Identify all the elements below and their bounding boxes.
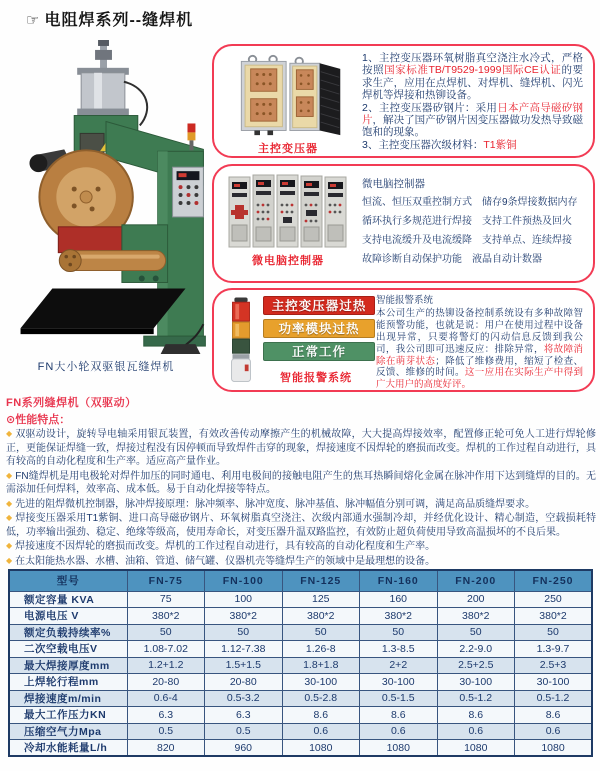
feature-text: 焊接变压器采用T1紫铜、进口高导磁矽钢片、环氧树脂真空浇注、次级内部通水强制冷却，并经优化设计、精心制造，空载损耗特低，功率输出强劲、稳定、绝缘等级高，使用寿命长，对变压器升温双路监控，有效防止超负荷使用导致高温损坏的不良后果。: [6, 513, 597, 538]
bullet-diamond-icon: ◆: [6, 513, 13, 522]
spec-cell: 1080: [360, 740, 438, 757]
transformer-text: [362, 46, 593, 156]
spec-cell: 0.5-2.8: [282, 690, 360, 707]
feature-text: FN缝焊机是用电极轮对焊件加压的同时通电、利用电极间的接触电阻产生的焦耳热瞬间熔化金属在脉冲作用下达到缝焊的目的。无需添加任何焊料，效率高、成本低。易于自动化焊接等特点。: [6, 470, 596, 495]
machine-caption: FN大小轮双驱银瓦缝焊机: [37, 361, 175, 373]
spec-cell: 20-80: [205, 674, 283, 691]
bullet-diamond-icon: ◆: [6, 555, 13, 565]
spec-cell: 1080: [437, 740, 515, 757]
spec-row: [9, 591, 592, 608]
alarm-body-2: ；降低了维修费用，缩短了检查、反馈、维修的时间。: [376, 355, 583, 379]
alarm-text: [376, 290, 593, 390]
spec-cell: 1.08-7.02: [127, 641, 205, 658]
alarm-body: 本公司生产的热铆设备控制系统设有多种故障智能预警功能，也就是说：用户在使用过程中设备出现异常，只要将警灯的闪动信息反馈到我公司，我公司即可迅速反应：排除异常，: [376, 307, 583, 355]
spec-row-label: 焊接速度m/min: [9, 690, 127, 707]
spec-cell: 0.6: [282, 723, 360, 740]
spec-table-wrap: [8, 569, 593, 757]
transformer-p1-rest: 的要求生产，应用在点焊机、对焊机、缝焊机、闪光焊机等焊接和热铆设备。: [362, 64, 584, 102]
controller-illustration: [227, 173, 349, 249]
spec-cell: 6.3: [205, 707, 283, 724]
spec-table: [8, 569, 593, 757]
spec-cell: 50: [515, 624, 593, 641]
spec-cell: 380*2: [127, 608, 205, 625]
transformer-p3-highlight: T1紫铜: [483, 138, 517, 151]
spec-cell: 380*2: [205, 608, 283, 625]
spec-row: [9, 657, 592, 674]
alarm-highlight-2: 这一应用在实际生产中得到广大用户的高度好评。: [376, 367, 583, 391]
feature-text: 在太阳能热水器、水槽、油箱、管道、储气罐、仪器机壳等缝焊生产的领域中是最理想的设备。: [15, 555, 436, 567]
transformer-image: [214, 46, 362, 156]
controller-feature: 故障诊断自动保护功能: [362, 254, 462, 265]
controller-units: [229, 175, 346, 247]
spec-cell: 1.3-9.7: [515, 641, 593, 658]
spec-col-header: FN-75: [127, 570, 205, 591]
alarm-highlight-1: 将故障消除在萌芽状态: [376, 343, 583, 367]
spec-cell: 50: [437, 624, 515, 641]
machine-photo: [6, 40, 206, 374]
spec-cell: 2.5+2.5: [437, 657, 515, 674]
spec-cell: 1080: [282, 740, 360, 757]
transformer-panel: [212, 44, 595, 158]
spec-row-label: 上焊轮行程mm: [9, 674, 127, 691]
spec-cell: 0.6: [437, 723, 515, 740]
alarm-tower-illustration: [224, 295, 258, 385]
spec-row-label: 压缩空气力Mpa: [9, 723, 127, 740]
alarm-light-label: 功率模块过热: [263, 319, 375, 338]
transformer-p1: 1、主控变压器环氧树脂真空浇注水冷式，严格按照: [362, 52, 583, 77]
bullet-diamond-icon: ◆: [6, 470, 13, 480]
feature-text: 焊接速度不因焊轮的磨损而改变。焊机的工作过程自动进行，具有较高的自动化程度和生产率。: [15, 541, 436, 552]
transformer-p3: 3、主控变压器次级材料：: [362, 138, 484, 151]
seam-welder-illustration: [6, 40, 206, 358]
spec-row-label: 额定负载持续率%: [9, 624, 127, 641]
feature-bullet: [6, 497, 596, 512]
spec-row: [9, 740, 592, 757]
spec-cell: 2+2: [360, 657, 438, 674]
controller-feature: 储存9条焊接数据内存: [482, 197, 578, 208]
spec-row: [9, 624, 592, 641]
feature-bullet: [6, 469, 596, 497]
alarm-system-label: 智能报警系统: [280, 372, 352, 384]
spec-cell: 30-100: [437, 674, 515, 691]
spec-cell: 1.8+1.8: [282, 657, 360, 674]
spec-cell: 1.12-7.38: [205, 641, 283, 658]
spec-cell: 2.2-9.0: [437, 641, 515, 658]
alarm-image: [214, 290, 376, 390]
controller-text: [362, 166, 593, 281]
spec-col-header: 型号: [9, 570, 127, 591]
spec-cell: 50: [205, 624, 283, 641]
spec-row: [9, 707, 592, 724]
spec-cell: 0.6: [515, 723, 593, 740]
spec-cell: 2.5+3: [515, 657, 593, 674]
bullet-diamond-icon: ◆: [6, 541, 13, 550]
spec-row: [9, 723, 592, 740]
spec-cell: 380*2: [282, 608, 360, 625]
transformer-p2-highlight: 日本产高导磁矽钢片: [362, 101, 584, 127]
controller-feature: 支持工件预热及回火: [482, 216, 572, 227]
feature-bullet: [6, 511, 596, 539]
feature-bullet: [6, 554, 596, 569]
alarm-light-labels: [263, 296, 375, 365]
spec-cell: 1.3-8.5: [360, 641, 438, 658]
spec-cell: 0.5: [205, 723, 283, 740]
controller-feature: 循环执行多规范进行焊接: [362, 216, 472, 227]
spec-cell: 8.6: [360, 707, 438, 724]
spec-cell: 8.6: [437, 707, 515, 724]
controller-feature: 支持单点、连续焊接: [482, 235, 572, 246]
spec-row-label: 冷却水能耗量L/h: [9, 740, 127, 757]
page-title-text: 电阻焊系列--缝焊机: [44, 12, 194, 29]
controller-feature: 支持电流缓升及电流缓降: [362, 235, 472, 246]
feature-text: 双驱动设计，旋转导电轴采用银瓦装置，有效改善传动摩擦产生的机械故障，大大提高焊接效率，配置修正轮可免人工进行焊轮修正，更能保证焊缝一致，焊接过程没有因停顿而导致焊件击穿的现象，焊接速度不因焊轮的磨损而改变。焊机的工作过程自动进行，具有较高的自动化程度和生产率。适应高产量作业。: [6, 429, 596, 467]
spec-cell: 380*2: [360, 608, 438, 625]
controller-feature-row: [362, 231, 583, 250]
spec-cell: 820: [127, 740, 205, 757]
spec-row-label: 额定容量 KVA: [9, 591, 127, 608]
spec-cell: 1080: [515, 740, 593, 757]
spec-row: [9, 690, 592, 707]
spec-cell: 250: [515, 591, 593, 608]
spec-cell: 125: [282, 591, 360, 608]
spec-cell: 50: [282, 624, 360, 641]
spec-cell: 100: [205, 591, 283, 608]
feature-list: [6, 427, 596, 568]
spec-cell: 200: [437, 591, 515, 608]
controller-feature-row: [362, 212, 583, 231]
controller-title: 微电脑控制器: [362, 178, 425, 190]
transformer-p2-rest: ，解决了国产矽钢片因变压器做功发热导致磁饱和的现象。: [362, 114, 584, 139]
spec-cell: 160: [360, 591, 438, 608]
controller-feature: 液晶自动计数器: [472, 254, 542, 265]
spec-cell: 1.2+1.2: [127, 657, 205, 674]
spec-cell: 6.3: [127, 707, 205, 724]
spec-cell: 0.5-1.2: [437, 690, 515, 707]
spec-cell: 1.26-8: [282, 641, 360, 658]
spec-cell: 0.5-3.2: [205, 690, 283, 707]
pointer-hand-icon: ☞: [26, 12, 41, 29]
series-title: FN系列缝焊机（双驱动）: [6, 397, 137, 409]
spec-col-header: FN-250: [515, 570, 593, 591]
spec-col-header: FN-200: [437, 570, 515, 591]
alarm-panel: [212, 288, 595, 392]
spec-cell: 0.5: [127, 723, 205, 740]
spec-cell: 8.6: [515, 707, 593, 724]
bullet-diamond-icon: ◆: [6, 498, 13, 508]
controller-label: 微电脑控制器: [252, 255, 324, 267]
spec-col-header: FN-160: [360, 570, 438, 591]
controller-panel: [212, 164, 595, 283]
spec-row-label: 二次空载电压V: [9, 641, 127, 658]
spec-col-header: FN-125: [282, 570, 360, 591]
page-title: [26, 7, 193, 30]
spec-row: [9, 608, 592, 625]
spec-cell: 960: [205, 740, 283, 757]
spec-row: [9, 641, 592, 658]
transformer-label: 主控变压器: [258, 143, 318, 155]
alarm-title: 智能报警系统: [376, 295, 434, 306]
spec-cell: 50: [360, 624, 438, 641]
spec-header-row: [9, 570, 592, 591]
spec-row: [9, 674, 592, 691]
spec-cell: 0.6-4: [127, 690, 205, 707]
spec-row-label: 最大工作压力KN: [9, 707, 127, 724]
features-subtitle: ⊙性能特点：: [6, 414, 71, 426]
spec-cell: 30-100: [360, 674, 438, 691]
controller-feature-row: [362, 193, 583, 212]
spec-row-label: 最大焊接厚度mm: [9, 657, 127, 674]
controller-feature: 恒流、恒压双重控制方式: [362, 197, 472, 208]
spec-cell: 0.5-1.2: [515, 690, 593, 707]
spec-cell: 0.5-1.5: [360, 690, 438, 707]
spec-cell: 380*2: [515, 608, 593, 625]
transformer-illustration: [228, 53, 348, 137]
spec-cell: 380*2: [437, 608, 515, 625]
transformer-p1-highlight: 国家标准TB/T9529-1999国际CE认证: [384, 64, 562, 77]
spec-cell: 8.6: [282, 707, 360, 724]
spec-cell: 20-80: [127, 674, 205, 691]
spec-cell: 30-100: [515, 674, 593, 691]
spec-cell: 30-100: [282, 674, 360, 691]
spec-cell: 0.6: [360, 723, 438, 740]
bullet-diamond-icon: ◆: [6, 429, 13, 438]
alarm-light-label: 正常工作: [263, 342, 375, 361]
spec-cell: 50: [127, 624, 205, 641]
controller-image: [214, 166, 362, 281]
controller-feature-row: [362, 250, 583, 269]
spec-cell: 1.5+1.5: [205, 657, 283, 674]
spec-row-label: 电源电压 V: [9, 608, 127, 625]
feature-bullet: [6, 539, 596, 554]
spec-cell: 75: [127, 591, 205, 608]
feature-bullet: [6, 427, 596, 469]
spec-col-header: FN-100: [205, 570, 283, 591]
alarm-light-label: 主控变压器过热: [263, 296, 375, 315]
feature-text: 先进的阻焊微机控制器，脉冲焊接原理：脉冲频率、脉冲宽度、脉冲基值、脉冲幅值分别可调，满足高品质缝焊要求。: [15, 498, 536, 510]
features-section: [6, 394, 596, 568]
transformer-p2: 2、主控变压器矽钢片：采用: [362, 101, 498, 114]
